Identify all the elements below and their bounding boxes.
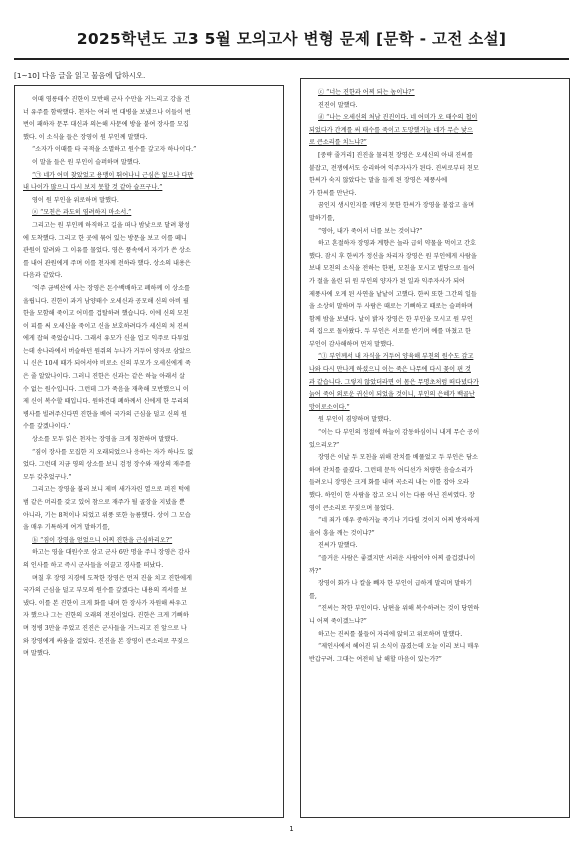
passage-line: [309, 213, 563, 226]
passage-line: [23, 585, 277, 598]
passage-line-text: 에게 잡혀 죽었습니다. 그래서 유모가 신을 업고 익주로 다투었: [23, 335, 189, 343]
passage-line-text: 과 같습니다. 그렇지 않았더라면 이 몸은 무명초처럼 떠다녔다가: [309, 378, 479, 386]
passage-line-text: 며 말했다.: [23, 650, 51, 658]
passage-line-text: “네 죄가 매우 중하거늘 죽기나 기다릴 것이지 어찌 방자하게: [318, 517, 480, 525]
passage-line-text: 을 매우 기특하게 여겨 말하기를,: [23, 524, 110, 532]
passage-line-text: ⓒ “너는 진한과 어찌 되는 놈이냐?”: [318, 89, 415, 96]
passage-line-text: 의 집으로 돌아왔다. 두 부인은 서로를 반기며 예를 마쳤고 한: [309, 328, 471, 336]
passage-line-text: 수를 갚겠나이다.’: [23, 423, 71, 431]
passage-line-text: [중략 줄거리] 진진을 물리친 장영은 오세신의 아내 진씨를: [318, 151, 473, 159]
passage-line: [23, 648, 277, 661]
passage-line-text: 영이 큰소리로 꾸짖으며 물었다.: [309, 504, 394, 512]
passage-line-text: 제 신이 복수할 때입니다. 원하건대 폐하께서 신에게 한 무리의: [23, 398, 189, 406]
passage-line-text: 수 없는 원수입니다. 그런데 그가 죽음을 재촉해 모반했으니 이: [23, 385, 189, 393]
passage-line: [23, 623, 277, 636]
passage-line: [23, 333, 277, 346]
passage-line: [309, 163, 563, 176]
passage-line: [23, 636, 277, 649]
passage-line: [309, 137, 563, 150]
passage-line: [309, 603, 563, 616]
passage-line-text: 그리고는 장영을 불러 보니 제비 새가자린 열으로 퍼진 턱에: [32, 486, 190, 494]
passage-line-text: “진씨는 착한 부인이다. 남편을 위해 복수하려는 것이 당연하: [318, 605, 480, 613]
passage-line: [309, 251, 563, 264]
passage-line: [23, 308, 277, 321]
passage-line-text: 붙잡고, 전쟁에서도 승리하여 익주자사가 된다. 진씨로부터 친모: [309, 164, 479, 172]
passage-line-text: 모두 갖추었구나.”: [23, 473, 72, 481]
passage-box-right: [300, 78, 570, 818]
passage-line-text: 망이로소이다.”: [309, 403, 350, 411]
passage-box-left: [14, 85, 284, 818]
passage-line: [23, 610, 277, 623]
passage-line-text: 며 정병 3만을 주었고 진진은 군사들을 거느리고 진 앞으로 나: [23, 624, 187, 632]
passage-line-text: 하고는 진씨를 불들어 자리에 앉히고 위로하며 말했다.: [318, 630, 463, 638]
passage-line-text: 에 도착했다. 그리고 한 곳에 묶어 있는 방문을 보고 이를 떼니: [23, 234, 187, 242]
passage-line: [309, 540, 563, 553]
question-instruction: [1~10] 다음 글을 읽고 물음에 답하시오.: [14, 71, 146, 80]
passage-line-text: 가 절을 올린 뒤 원 부인의 양자가 된 일과 익주자사가 되어: [309, 277, 465, 285]
passage-line-text: 장영은 이날 두 모친을 위해 잔치를 베풀었고 두 부인은 담소: [318, 454, 478, 462]
passage-line-text: 했다. 이 소식을 들은 장영이 원 부인께 말했다.: [23, 133, 148, 141]
passage-line: [23, 245, 277, 258]
passage-line: [23, 170, 277, 183]
passage-line-text: 내 나이가 많으니 다시 보지 못할 것 같아 슬프구나.”: [23, 184, 163, 192]
passage-line: [309, 339, 563, 352]
passage-line-text: “㉠ 네가 어미 찾았었고 용맹이 뛰어나니 근심은 없으나 다만: [32, 171, 194, 179]
passage-text-left: [23, 94, 277, 661]
passage-line: [309, 238, 563, 251]
passage-line-text: 진씨가 말했다.: [318, 542, 358, 550]
passage-line-text: “ⓛ 부인께서 내 자식을 거두어 양육해 부친의 원수도 갚고: [318, 353, 474, 361]
page-number: 1: [289, 825, 294, 833]
passage-line-text: 상소를 모두 읽은 천자는 장영을 크게 칭찬하며 말했다.: [32, 436, 179, 444]
passage-line: [23, 522, 277, 535]
passage-line: [23, 484, 277, 497]
passage-line-text: 하고는 영을 대원수로 삼고 군사 6만 명을 주니 장영은 감사: [32, 549, 190, 557]
passage-line: [309, 289, 563, 302]
passage-line-text: 함께 밤을 보냈다. 날이 밝자 장영은 한 부인을 모시고 원 부인: [309, 315, 473, 323]
passage-line: [23, 573, 277, 586]
passage-line: [23, 119, 277, 132]
passage-line: [309, 351, 563, 364]
passage-line: [309, 301, 563, 314]
passage-text-right: [309, 87, 563, 666]
passage-line-text: 원 부인이 겸양하며 말했다.: [318, 416, 392, 424]
passage-line: [309, 100, 563, 113]
passage-line-text: 냈다. 이를 본 진한이 크게 화를 내며 한 장사가 자원해 싸우고: [23, 599, 187, 607]
passage-line: [309, 629, 563, 642]
passage-line-text: 아니라, 기는 8척이나 되었고 위풍 또한 늠름했다. 상이 그 모습: [23, 511, 191, 519]
passage-line: [23, 207, 277, 220]
passage-line-text: 울어 흥을 깨는 것이냐?”: [309, 529, 375, 537]
passage-line-text: 영이 원 부인을 위로하며 말했다.: [32, 196, 119, 204]
passage-line: [23, 598, 277, 611]
passage-line-text: 이 피를 써 오세신을 죽이고 신을 보호하려다가 세신의 처 진씨: [23, 322, 189, 330]
passage-line-text: 관원이 알려와 그 이유를 물었다. 영은 품속에서 자기가 쓴 상소: [23, 247, 191, 255]
passage-line: [309, 503, 563, 516]
passage-line-text: 장영이 화가 나 칼을 빼자 한 부인이 급하게 말리며 말하기: [318, 580, 473, 588]
passage-line-text: “영아, 내가 죽어서 너를 보는 것이냐?”: [318, 227, 423, 235]
passage-line: [309, 276, 563, 289]
passage-line-text: 가 한씨를 만난다.: [309, 189, 357, 197]
passage-line: [309, 364, 563, 377]
passage-line-text: 보내 모친의 소식을 전하는 한편, 모친을 모시고 별당으로 들어: [309, 265, 475, 273]
passage-line-text: 진진이 말했다.: [318, 101, 358, 109]
passage-line: [309, 188, 563, 201]
passage-line-text: 그리고는 원 부인께 하직하고 길을 떠나 밤낮으로 달려 황성: [32, 221, 190, 229]
passage-line-text: 을 소상히 말하며 두 사람은 때로는 기뻐하고 때로는 슬퍼하며: [309, 303, 473, 311]
title-divider: [14, 58, 569, 60]
passage-line-text: 부인이 감사해하며 먼저 말했다.: [309, 340, 394, 348]
passage-line: [23, 157, 277, 170]
passage-line: [309, 528, 563, 541]
passage-line-text: 은 줄 알았나이다. 그러니 진한은 신과는 같은 하늘 아래서 살: [23, 373, 185, 381]
passage-line-text: “즐거운 사람은 좋겠지만 서러운 사람이야 어찌 즐겁겠나이: [318, 554, 476, 562]
passage-line: [309, 112, 563, 125]
passage-line: [23, 270, 277, 283]
passage-line: [23, 233, 277, 246]
passage-line-text: “소자가 이때를 타 국적을 소멸하고 원수를 갚고자 하나이다.”: [32, 146, 197, 154]
passage-line: [23, 560, 277, 573]
passage-line: [23, 472, 277, 485]
passage-line: [23, 421, 277, 434]
passage-line: [309, 566, 563, 579]
passage-line: [309, 150, 563, 163]
passage-line: [23, 371, 277, 384]
passage-line-text: 하고 혼절하자 장영과 계향은 놀라 급히 약물을 먹이고 간호: [318, 240, 476, 248]
passage-line-text: 를 내어 관원에게 주며 이를 천자께 전하라 했다. 상소의 내용은: [23, 259, 191, 267]
passage-line: [309, 125, 563, 138]
passage-line-text: 병사를 빌려주신다면 진한을 베어 국가의 근심을 덜고 신의 원: [23, 410, 187, 418]
passage-line-text: 를,: [309, 592, 317, 600]
passage-line: [309, 440, 563, 453]
passage-line: [309, 578, 563, 591]
passage-line: [23, 547, 277, 560]
passage-line: [23, 535, 277, 548]
passage-line: [309, 377, 563, 390]
passage-line-text: 되었다가 간계를 써 태수를 죽이고 도망했거늘 네가 무슨 낯으: [309, 126, 473, 134]
passage-line-text: 나와 다시 만나게 하셨으니 이는 죽은 나무에 다시 꽃이 핀 것: [309, 366, 471, 374]
passage-line: [23, 409, 277, 422]
passage-line: [23, 321, 277, 334]
passage-line: [309, 427, 563, 440]
passage-line-text: 들려오니 장영은 크게 화를 내며 곡소리 내는 이를 잡아 오라: [309, 479, 469, 487]
passage-line: [309, 591, 563, 604]
passage-line: [309, 175, 563, 188]
passage-line-text: ⓓ “나는 오세신의 처남 진진이다. 네 어미가 오 태수의 첩이: [318, 114, 478, 122]
passage-line: [23, 195, 277, 208]
passage-line-text: 너 유주를 함락했다. 천자는 여러 번 대병을 보냈으나 이들이 번: [23, 108, 191, 116]
passage-line-text: 했다. 하인이 한 사람을 잡고 오니 이는 다름 아닌 진씨였다. 장: [309, 492, 475, 499]
page-title: 2025학년도 고3 5월 모의고사 변형 문제 [문학 - 고전 소설]: [76, 30, 507, 48]
passage-line: [23, 94, 277, 107]
passage-line: [23, 107, 277, 120]
passage-line-text: 꿈인지 생시인지를 깨닫지 못한 한씨가 장영을 붙잡고 울며: [318, 202, 475, 210]
passage-line-text: 의 인사를 하고 즉시 군사들을 이끌고 경사를 떠났다.: [23, 561, 164, 569]
passage-line: [23, 182, 277, 195]
passage-line-text: 있으리오?”: [309, 441, 340, 449]
passage-line-text: 와 장영에게 싸움을 걸었다. 진진을 본 장영이 큰소리로 꾸짖으: [23, 637, 189, 645]
passage-line: [309, 452, 563, 465]
passage-line-text: 번이 패하자 문무 대신과 의논해 사문에 방을 붙여 장사를 모집: [23, 121, 189, 129]
passage-line-text: 하며 잔치를 즐겼다. 그런데 문득 어디선가 처량한 음슬소리가: [309, 466, 473, 474]
passage-line-text: 었다. 그런데 지금 영의 상소를 보니 검정 장수와 재상의 재주를: [23, 461, 191, 469]
passage-line: [23, 434, 277, 447]
passage-line: [309, 314, 563, 327]
passage-line-text: 범 같은 머리를 갖고 있어 참으로 재주가 될 골장을 지녔을 뿐: [23, 499, 185, 506]
passage-line: [309, 326, 563, 339]
passage-line-text: 말하기를,: [309, 214, 335, 222]
passage-line-text: 며칠 후 장영 지경에 도착한 장영은 먼저 진을 치고 진한에게: [32, 574, 192, 582]
passage-line: [23, 510, 277, 523]
passage-line-text: 로 큰소리를 치느냐?”: [309, 139, 367, 147]
passage-line: [23, 447, 277, 460]
passage-line-text: 제풍사에 오게 된 사연을 낱낱이 고했다. 한씨 또한 그간의 일들: [309, 290, 477, 298]
passage-line: [23, 258, 277, 271]
passage-line: [23, 220, 277, 233]
passage-line: [309, 654, 563, 667]
passage-line: [309, 200, 563, 213]
passage-line-text: “제인사에서 헤어진 뒤 소식이 끊겼는데 오늘 이리 보니 매우: [318, 643, 480, 651]
passage-line: [309, 226, 563, 239]
passage-line: [309, 490, 563, 503]
passage-line: [309, 641, 563, 654]
passage-line-text: 한씨가 숙지 않았다는 말을 들게 된 장영은 제풍사에: [309, 177, 448, 185]
passage-line-text: 이 말을 들은 원 부인이 슬퍼하며 말했다.: [32, 158, 141, 166]
passage-line: [23, 132, 277, 145]
passage-line: [23, 346, 277, 359]
passage-line-text: 이때 영릉태수 진한이 모반해 군사 수만을 거느리고 강을 건: [32, 96, 190, 103]
passage-line: [309, 402, 563, 415]
passage-line-text: 니 신은 10세 때가 되어서야 비로소 신의 부모가 오세신에게 죽: [23, 360, 191, 368]
passage-line: [23, 459, 277, 472]
passage-line-text: ⓑ “짐이 장영을 얻었으니 어찌 진한을 근심하리오?”: [32, 536, 173, 544]
passage-line: [309, 87, 563, 100]
passage-line: [23, 384, 277, 397]
passage-line-text: “짐이 장사를 모집한 지 오래되었으나 응하는 자가 하나도 없: [32, 448, 194, 456]
passage-line: [23, 497, 277, 510]
passage-line: [309, 515, 563, 528]
passage-line: [309, 477, 563, 490]
passage-line: [309, 553, 563, 566]
passage-line: [23, 396, 277, 409]
passage-line-text: 까?”: [309, 567, 322, 575]
passage-line-text: 국가의 근심을 덜고 부모의 원수를 갚겠다는 내용의 격서를 보: [23, 587, 187, 595]
passage-line: [23, 144, 277, 157]
passage-line: [23, 283, 277, 296]
passage-line-text: 늙어 죽어 외로운 귀신이 되었을 것이니, 부인의 은혜가 백골난: [309, 391, 475, 399]
passage-line: [23, 358, 277, 371]
passage-line-text: 니 어찌 죽이겠느냐?”: [309, 617, 367, 625]
passage-line-text: ‘익주 금벽산에 사는 장영은 돈수백배하고 폐하께 이 상소를: [32, 284, 190, 292]
passage-line-text: 반갑구려. 그대는 여전히 날 해할 마음이 있는가?”: [309, 655, 442, 663]
passage-line-text: 다음과 같았다.: [23, 272, 63, 280]
passage-line-text: 한을 모함해 죽이고 어미를 겁탈하려 했습니다. 이에 신의 모친: [23, 310, 189, 318]
passage-line-text: 는데 송나라에서 버슬하던 원쥐의 누나가 거두어 양자로 삼았으: [23, 347, 191, 355]
passage-line: [309, 616, 563, 629]
passage-line-text: ⓐ “모친은 과도히 염려하지 마소서.”: [32, 209, 132, 217]
passage-line: [309, 414, 563, 427]
passage-line-text: 자 했으나 그는 진한의 오래의 전진이었다. 진한은 크게 기뻐하: [23, 612, 189, 620]
passage-line-text: 했다. 잠시 후 한씨가 정신을 차리자 장영은 원 부인에게 사람을: [309, 252, 477, 260]
passage-line-text: “이는 다 부인의 정절에 하늘이 감동하심이니 내게 무슨 공이: [318, 429, 480, 437]
passage-line: [309, 389, 563, 402]
passage-line: [23, 296, 277, 309]
passage-line: [309, 465, 563, 478]
passage-line-text: 올립니다. 진한이 과거 남양태수 오세신과 공모해 신의 아비 필: [23, 297, 189, 305]
passage-line: [309, 263, 563, 276]
